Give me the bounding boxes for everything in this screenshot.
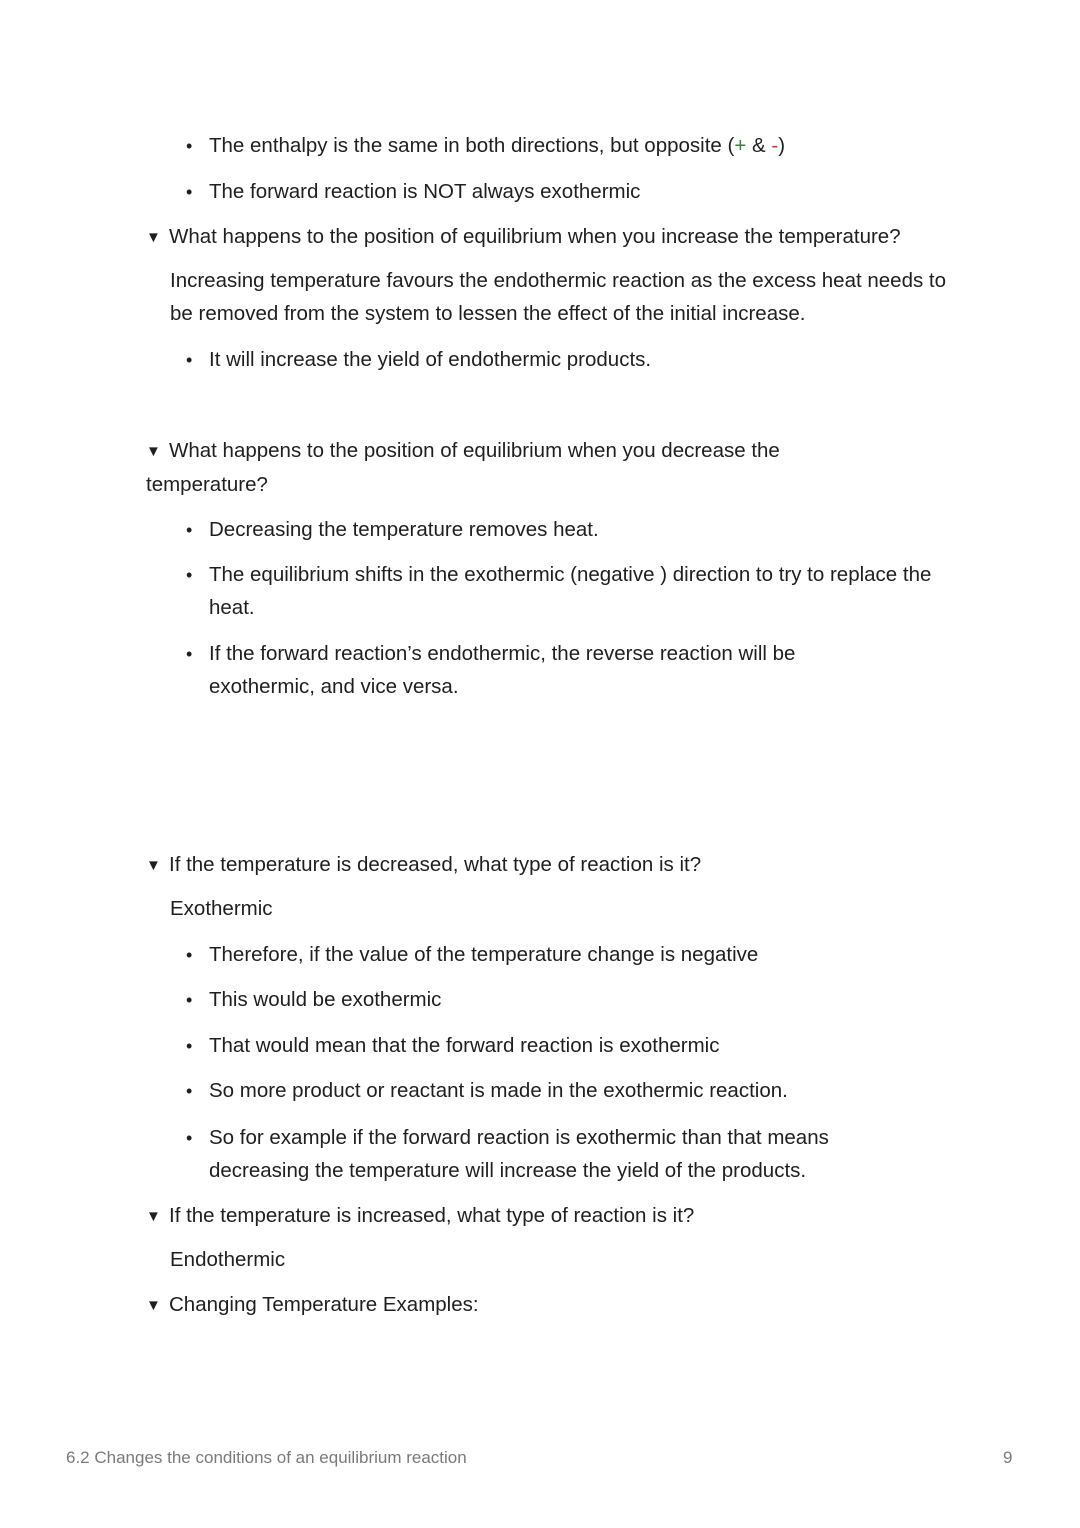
toggle-temperature-examples[interactable] (146, 1289, 966, 1323)
bullet-decreased-3 (186, 1030, 946, 1063)
toggle-increase-temperature[interactable] (146, 221, 966, 255)
bullet-decreased-2 (186, 984, 946, 1017)
triangle-down-icon[interactable]: ▼ (146, 857, 161, 874)
page-number: 9 (1003, 1448, 1013, 1467)
bullet-text: It will increase the yield of endothermic products. (209, 348, 652, 371)
bullet-text: So for example if the forward reaction is exothermic than that means decreasing the temperature will increase the yield of the products. (209, 1126, 829, 1182)
triangle-down-icon[interactable]: ▼ (146, 443, 161, 460)
triangle-down-icon[interactable]: ▼ (146, 229, 161, 246)
bullet-dot-icon: • (186, 1036, 193, 1056)
toggle-heading: What happens to the position of equilibrium when you increase the temperature? (169, 225, 901, 248)
bullet-decrease-3 (186, 638, 856, 703)
minus-sign: - (771, 134, 779, 157)
plus-sign: + (734, 134, 747, 157)
bullet-dot-icon: • (186, 990, 193, 1010)
bullet-dot-icon: • (186, 182, 193, 202)
bullet-text: The enthalpy is the same in both directions, but opposite (+ & -) (209, 134, 786, 157)
bullet-dot-icon: • (186, 136, 193, 156)
bullet-text: Decreasing the temperature removes heat. (209, 518, 599, 541)
bullet-text: Therefore, if the value of the temperature change is negative (209, 943, 759, 966)
bullet-decrease-1 (186, 514, 946, 547)
paragraph-increase: Increasing temperature favours the endothermic reaction as the excess heat needs to be removed from the system to lessen the effect of the initial increase. (170, 269, 947, 325)
bullet-dot-icon: • (186, 350, 193, 370)
bullet-decrease-2 (186, 559, 946, 624)
answer-exothermic: Exothermic (170, 897, 273, 920)
toggle-heading: What happens to the position of equilibrium when you decrease the temperature? (146, 439, 780, 496)
bullet-text: That would mean that the forward reaction is exothermic (209, 1034, 720, 1057)
bullet-enthalpy (186, 130, 946, 163)
bullet-dot-icon: • (186, 945, 193, 965)
bullet-increase-yield (186, 344, 946, 377)
triangle-down-icon[interactable]: ▼ (146, 1297, 161, 1314)
toggle-heading: If the temperature is decreased, what type of reaction is it? (169, 853, 702, 876)
bullet-text: The equilibrium shifts in the exothermic (negative ) direction to try to replace the heat. (209, 563, 932, 619)
bullet-dot-icon: • (186, 520, 193, 540)
toggle-heading: If the temperature is increased, what type of reaction is it? (169, 1204, 695, 1227)
bullet-forward-not-exothermic (186, 176, 946, 209)
bullet-text: So more product or reactant is made in the exothermic reaction. (209, 1079, 788, 1102)
toggle-increased-type[interactable] (146, 1200, 966, 1234)
bullet-text: If the forward reaction’s endothermic, the reverse reaction will be exothermic, and vice versa. (209, 642, 796, 698)
bullet-decreased-5 (186, 1122, 891, 1187)
triangle-down-icon[interactable]: ▼ (146, 1208, 161, 1225)
toggle-heading: Changing Temperature Examples: (169, 1293, 479, 1316)
bullet-dot-icon: • (186, 565, 193, 585)
answer-endothermic: Endothermic (170, 1248, 286, 1271)
bullet-dot-icon: • (186, 1081, 193, 1101)
footer-title: 6.2 Changes the conditions of an equilibrium reaction (66, 1448, 467, 1467)
toggle-decrease-temperature[interactable] (146, 435, 836, 501)
bullet-dot-icon: • (186, 644, 193, 664)
toggle-decreased-type[interactable] (146, 849, 966, 883)
bullet-decreased-4 (186, 1075, 946, 1108)
bullet-decreased-1 (186, 939, 946, 972)
bullet-text: The forward reaction is NOT always exothermic (209, 180, 641, 203)
bullet-dot-icon: • (186, 1128, 193, 1148)
bullet-text: This would be exothermic (209, 988, 442, 1011)
